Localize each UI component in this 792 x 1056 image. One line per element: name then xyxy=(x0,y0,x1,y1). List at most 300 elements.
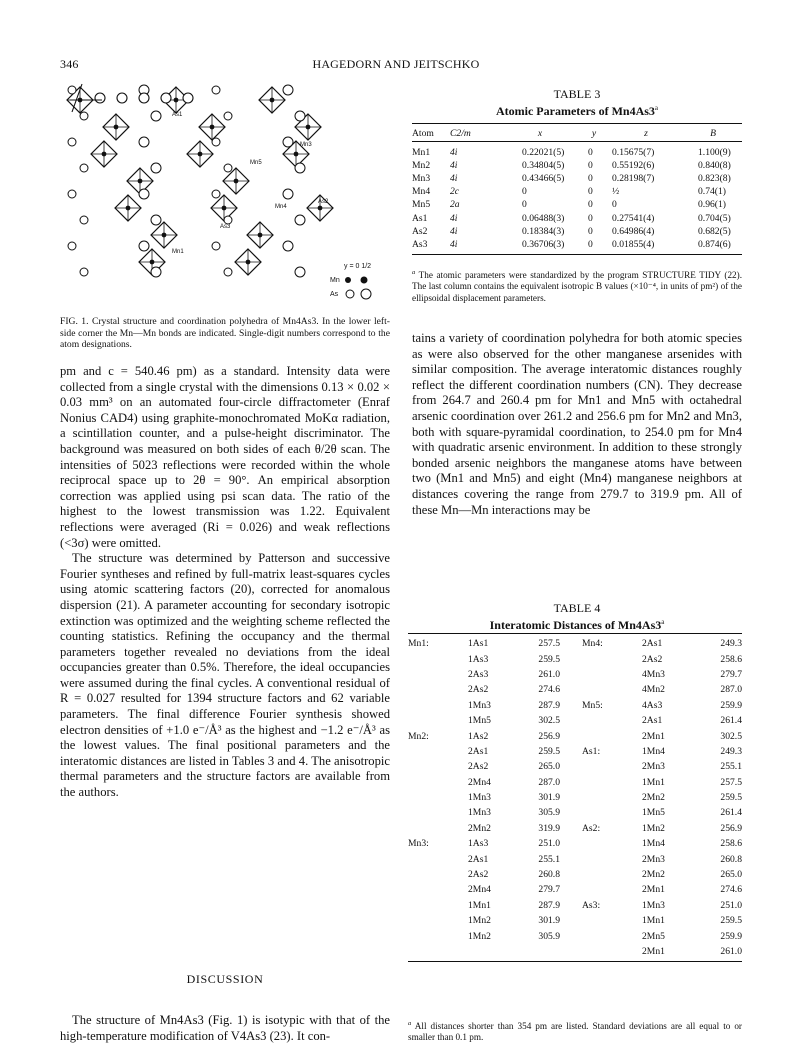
table-cell: 2Mn1 xyxy=(642,946,665,957)
as-atom xyxy=(224,216,232,224)
table-cell: 4i xyxy=(450,146,458,158)
table-row xyxy=(408,944,742,959)
table-row xyxy=(408,882,742,897)
table-cell: 0 xyxy=(588,225,593,237)
table-cell: 0.34804(5) xyxy=(522,159,565,171)
table-cell xyxy=(582,805,632,820)
table-cell: Mn2 xyxy=(412,159,431,171)
running-title: HAGEDORN AND JEITSCHKO xyxy=(312,57,480,71)
table-cell: 2Mn4 xyxy=(468,776,491,788)
as-atom xyxy=(161,93,171,103)
table-cell: 287.9 xyxy=(538,899,560,911)
table-cell: Mn3: xyxy=(408,838,429,850)
as-atom xyxy=(80,112,88,120)
table-cell: 2As1 xyxy=(468,853,489,865)
as-atom xyxy=(139,93,149,103)
table-cell: 258.6 xyxy=(720,838,742,850)
table-cell: 258.6 xyxy=(720,653,742,665)
table-row xyxy=(408,744,742,759)
table-cell: 2c xyxy=(450,186,460,198)
table-cell: 287.0 xyxy=(538,776,560,788)
table-cell xyxy=(408,744,458,759)
as-atom xyxy=(283,137,293,147)
as-atom xyxy=(80,164,88,172)
table3-label: TABLE 3 xyxy=(553,87,601,101)
table-row xyxy=(408,698,742,713)
left-paragraph-2: The structure was determined by Patterson and successive Fourier syntheses and refined by full-matrix least-squares cycles using atomic scattering factors (20), corrected for anomalous dispersion (21). A parameter accounting for secondary isotropic extinction was optimized and the weighting scheme reflected the counting statistics. Refining the occupancy and the thermal parameters together revealed no deviations from the ideal occupancies greater than 0.5%. Therefore, the ideal occupancies were assumed during the final cycles. A conventional residual of R = 0.027 resulted for 1394 structure factors and 62 variable parameters. The final difference Fourier synthesis showed electron densities of +1.0 e⁻/Å³ as the highest and −1.2 e⁻/Å³ as the lowest values. The final positional parameters and the interatomic distances are listed in Tables 3 and 4. The anisotropic thermal parameters and the structure factors are available from the authors. xyxy=(60,551,390,800)
table-cell: 256.9 xyxy=(538,730,560,742)
table-cell: 0.28198(7) xyxy=(612,172,655,184)
table-cell: 305.9 xyxy=(538,807,560,819)
table-cell: 4As3 xyxy=(642,699,663,711)
table-cell: 319.9 xyxy=(538,822,560,834)
table-cell: 287.9 xyxy=(538,699,560,711)
table-cell: 0 xyxy=(522,186,527,198)
legend-as-label: As xyxy=(330,291,339,298)
mn-atom xyxy=(210,125,215,130)
table-cell: 287.0 xyxy=(720,684,742,696)
as-atom xyxy=(151,111,161,121)
table-cell: 301.9 xyxy=(538,915,560,927)
table-cell: 259.9 xyxy=(720,930,742,942)
table-cell: 0 xyxy=(588,172,593,184)
table3-header-cell: z xyxy=(644,127,648,139)
table-cell xyxy=(582,682,632,697)
table-row xyxy=(408,821,742,836)
table-cell: 261.0 xyxy=(720,946,742,957)
table-cell: 1.100(9) xyxy=(698,146,731,158)
mn-atom xyxy=(270,98,275,103)
table-cell: 1Mn1 xyxy=(642,776,665,788)
table-cell: 2Mn1 xyxy=(642,730,665,742)
table3-header-cell: B xyxy=(710,127,716,139)
table-cell xyxy=(408,759,458,774)
table-cell xyxy=(408,775,458,790)
table-cell: 261.4 xyxy=(720,807,742,819)
polyhedron-label: As3 xyxy=(220,224,231,230)
table-row xyxy=(408,790,742,805)
table-cell xyxy=(408,651,458,666)
table-cell: 302.5 xyxy=(720,730,742,742)
page-number: 346 xyxy=(60,57,79,71)
as-atom xyxy=(212,138,220,146)
table-cell xyxy=(582,728,632,743)
table-cell xyxy=(408,944,458,959)
table3-header-cell: y xyxy=(591,127,597,139)
table-cell: 2As1 xyxy=(468,745,489,757)
legend-mn-y12-dot xyxy=(361,277,368,284)
discussion-heading: DISCUSSION xyxy=(186,972,264,986)
table-row xyxy=(412,225,742,238)
table4-grid xyxy=(408,636,742,959)
polyhedra-lattice xyxy=(67,84,333,277)
table-row xyxy=(412,172,742,185)
table-cell: 302.5 xyxy=(538,715,560,727)
table-cell: Mn2: xyxy=(408,730,429,742)
table-cell: 265.0 xyxy=(720,869,742,881)
table-row xyxy=(412,198,742,211)
mn-atom xyxy=(174,98,179,103)
table-cell: Mn4 xyxy=(412,186,431,198)
table-cell: 1As1 xyxy=(468,638,489,650)
table-row xyxy=(408,667,742,682)
table-cell: 4i xyxy=(450,159,458,171)
as-atom xyxy=(295,163,305,173)
table-cell: 1Mn5 xyxy=(468,715,491,727)
table-cell: 0.18384(3) xyxy=(522,225,565,237)
table-cell: 1Mn5 xyxy=(642,807,665,819)
table-cell: Mn5: xyxy=(582,699,603,711)
table-cell: 1Mn2 xyxy=(468,930,491,942)
as-atom xyxy=(295,267,305,277)
table-cell xyxy=(582,944,632,959)
table-cell: 4i xyxy=(450,238,458,250)
table-cell: 1Mn3 xyxy=(468,792,491,804)
table-cell: 1As3 xyxy=(468,653,489,665)
table-cell: 4i xyxy=(450,225,458,237)
as-atom xyxy=(151,267,161,277)
table-cell: 2Mn1 xyxy=(642,884,665,896)
left-column xyxy=(60,364,390,801)
crystal-structure-figure xyxy=(60,78,390,306)
table-cell: 2Mn2 xyxy=(642,869,665,881)
table-cell: ½ xyxy=(612,186,620,198)
as-atom xyxy=(212,242,220,250)
table3-header-cell: x xyxy=(537,127,543,139)
table-cell: Mn4: xyxy=(582,638,603,650)
as-atom xyxy=(139,189,149,199)
table-cell: 259.5 xyxy=(720,792,742,804)
table-cell xyxy=(582,667,632,682)
table-cell: 2Mn2 xyxy=(642,792,665,804)
table-cell: 2As2 xyxy=(468,684,489,696)
legend-as-y12-circle xyxy=(361,289,371,299)
table-cell: 0.96(1) xyxy=(698,199,726,211)
mn-atom xyxy=(294,152,299,157)
table-cell xyxy=(408,821,458,836)
table-cell: 274.6 xyxy=(720,884,742,896)
table-cell: 259.9 xyxy=(720,699,742,711)
table-cell: As1 xyxy=(412,212,428,224)
table-cell: 257.5 xyxy=(720,776,742,788)
table-cell xyxy=(582,867,632,882)
table-cell: 256.9 xyxy=(720,822,742,834)
as-atom xyxy=(224,268,232,276)
figure-legend xyxy=(330,263,371,299)
table-cell: 2As2 xyxy=(468,761,489,773)
table-cell: 4i xyxy=(450,172,458,184)
table-cell: 2Mn3 xyxy=(642,761,665,773)
as-atom xyxy=(117,93,127,103)
table-cell: 2Mn2 xyxy=(468,822,491,834)
table-cell: 1Mn2 xyxy=(642,822,665,834)
as-atom xyxy=(139,241,149,251)
polyhedron-label: Mn4 xyxy=(275,204,287,210)
mn-atom xyxy=(258,233,263,238)
table-cell: 0 xyxy=(588,212,593,224)
as-atom xyxy=(151,215,161,225)
table-cell: 1As2 xyxy=(468,730,489,742)
table3-header-row xyxy=(412,126,742,141)
table-cell: 2As3 xyxy=(468,668,489,680)
table-cell: 259.5 xyxy=(720,915,742,927)
table4-title: Interatomic Distances of Mn4As3$^a$ xyxy=(489,618,665,632)
table-cell xyxy=(408,882,458,897)
table-cell: 1Mn1 xyxy=(642,915,665,927)
table-cell: 0 xyxy=(612,199,617,211)
table-cell: 0.01855(4) xyxy=(612,238,655,250)
mn-atom xyxy=(306,125,311,130)
table-cell: 305.9 xyxy=(538,930,560,942)
mn-atom xyxy=(150,260,155,265)
table-cell xyxy=(582,651,632,666)
table-cell: As3: xyxy=(582,899,601,911)
table-row xyxy=(408,928,742,943)
table-cell: 4Mn2 xyxy=(642,684,665,696)
table-cell xyxy=(408,698,458,713)
table-cell: 0.64986(4) xyxy=(612,225,655,237)
table-cell: 260.8 xyxy=(720,853,742,865)
mn-atom xyxy=(318,206,323,211)
table-cell xyxy=(408,713,458,728)
table-cell: 0.55192(6) xyxy=(612,159,655,171)
table-cell xyxy=(408,913,458,928)
table-cell: 1Mn4 xyxy=(642,838,665,850)
table-cell: 1Mn1 xyxy=(468,899,491,911)
table-cell: Mn3 xyxy=(412,172,431,184)
table-cell xyxy=(582,759,632,774)
as-atom xyxy=(68,138,76,146)
table-cell: 261.4 xyxy=(720,715,742,727)
legend-height-label: y = 0 1/2 xyxy=(344,263,372,270)
table-cell: 2Mn5 xyxy=(642,930,665,942)
table-cell: 1Mn2 xyxy=(468,915,491,927)
table-cell xyxy=(582,836,632,851)
table-cell: 260.8 xyxy=(538,869,560,881)
table-row xyxy=(408,728,742,743)
table-cell: 274.6 xyxy=(538,684,560,696)
polyhedron-label: As1 xyxy=(172,112,183,118)
table-cell: 1Mn3 xyxy=(642,899,665,911)
table-cell: 251.0 xyxy=(720,899,742,911)
table-cell: 2As2 xyxy=(642,653,663,665)
right-column xyxy=(412,331,742,518)
as-atom xyxy=(295,215,305,225)
mn-atom xyxy=(114,125,119,130)
table-cell xyxy=(408,928,458,943)
as-atom xyxy=(68,86,76,94)
table3-grid xyxy=(412,126,742,251)
table-row xyxy=(412,146,742,159)
table-cell xyxy=(516,944,582,959)
table-cell: 0.74(1) xyxy=(698,186,726,198)
legend-mn-y0-dot xyxy=(345,277,351,283)
table-cell: 0 xyxy=(588,146,593,158)
table-cell xyxy=(408,682,458,697)
table-row xyxy=(408,836,742,851)
table-cell: 0.27541(4) xyxy=(612,212,655,224)
table4-footnote: $^a$ All distances shorter than 354 pm are listed. Standard deviations are all equal to or smaller than 0.1 pm. xyxy=(408,1020,742,1043)
table-cell: As3 xyxy=(412,238,428,250)
table-cell: 251.0 xyxy=(538,838,560,850)
table-cell: 4i xyxy=(450,212,458,224)
table-cell: 301.9 xyxy=(538,792,560,804)
table-cell xyxy=(582,913,632,928)
table-cell: 255.1 xyxy=(538,853,560,865)
right-paragraph-1: tains a variety of coordination polyhedra for both atomic species as were also observed for the other manganese arsenides with similar composition. The average interatomic distances roughly reflect the different coordination numbers (CN). They decrease from 264.7 and 260.4 pm for Mn1 and Mn5 with octahedral arsenic coordination over 261.2 and 256.6 pm for Mn2 and Mn3, both with square-pyramidal coordination, to 254.0 pm for Mn4 with quadratic arsenic environment. In addition to these strongly bonded arsenic neighbors the manganese atoms have between two (Mn1 and Mn5) and eight (Mn4) manganese neighbors at distances covering the range from 279.7 to 319.9 pm. All of these Mn—Mn interactions may be xyxy=(412,331,742,517)
table-cell: 255.1 xyxy=(720,761,742,773)
table-row xyxy=(408,898,742,913)
table-cell xyxy=(582,713,632,728)
table-cell: Mn1 xyxy=(412,146,431,158)
table-cell: 249.3 xyxy=(720,638,742,650)
table4 xyxy=(408,633,742,962)
table-cell xyxy=(408,867,458,882)
table-cell xyxy=(582,882,632,897)
table-cell xyxy=(458,944,516,959)
as-atom xyxy=(80,216,88,224)
table-cell xyxy=(582,851,632,866)
table-row xyxy=(408,851,742,866)
polyhedron-label: Mn3 xyxy=(300,142,312,148)
table-row xyxy=(408,682,742,697)
table-cell: As1: xyxy=(582,745,601,757)
table3-footnote: $^a$ The atomic parameters were standardized by the program STRUCTURE TIDY (22). The last column contains the equivalent isotropic B values (×10⁻⁴, in units of pm²) of the ellipsoidal displacement parameters. xyxy=(412,269,742,303)
table4-label: TABLE 4 xyxy=(553,601,601,615)
left-paragraph-3: The structure of Mn4As3 (Fig. 1) is isotypic with that of the high-temperature modification of V4As3 (23). It con- xyxy=(60,1013,390,1043)
table-row xyxy=(412,159,742,172)
as-atom xyxy=(212,190,220,198)
table-cell: 0.36706(3) xyxy=(522,238,565,250)
table-cell: 0.704(5) xyxy=(698,212,731,224)
as-atom xyxy=(212,86,220,94)
table-row xyxy=(408,713,742,728)
table-cell xyxy=(408,667,458,682)
polyhedron-label: As2 xyxy=(318,199,329,205)
legend-as-y0-circle xyxy=(346,290,354,298)
table3-title: Atomic Parameters of Mn4As3$^a$ xyxy=(495,104,659,118)
mn-atom xyxy=(222,206,227,211)
as-atom xyxy=(283,85,293,95)
left-paragraph-1: pm and c = 540.46 pm) as a standard. Intensity data were collected from a single crystal with the dimensions 0.13 × 0.02 × 0.03 mm³ on an automated four-circle diffractometer (Enraf Nonius CAD4) using graphite-monochromated MoKα radiation, a scintillation counter, and a pulse-height discriminator. The background was measured on both sides of each θ/2θ scan. The intensities of 5023 reflections were recorded within the whole reciprocal space up to 2θ = 90°. An empirical absorption correction was applied using psi scan data. The ratio of the highest to the lowest transmission was 1.22. Equivalent reflections were averaged (Ri = 0.026) and weak reflections (<3σ) were omitted. xyxy=(60,364,390,550)
table-cell: 279.7 xyxy=(538,884,560,896)
as-atom xyxy=(295,111,305,121)
table-row xyxy=(408,867,742,882)
as-atom xyxy=(283,241,293,251)
table-row xyxy=(412,211,742,224)
table-cell: 279.7 xyxy=(720,668,742,680)
table-cell xyxy=(408,790,458,805)
table-row xyxy=(408,805,742,820)
table-cell: 0 xyxy=(588,159,593,171)
as-atom xyxy=(68,242,76,250)
table-row xyxy=(408,775,742,790)
table-cell: 0 xyxy=(588,238,593,250)
table-cell: 2a xyxy=(450,199,460,211)
table-cell: 0.06488(3) xyxy=(522,212,565,224)
table-cell: 259.5 xyxy=(538,745,560,757)
table-cell xyxy=(582,790,632,805)
as-atom xyxy=(283,189,293,199)
table-cell xyxy=(408,898,458,913)
polyhedron-label: Mn5 xyxy=(250,160,262,166)
table-cell: 257.5 xyxy=(538,638,560,650)
table-cell: 249.3 xyxy=(720,745,742,757)
table-cell: 2As1 xyxy=(642,715,663,727)
as-atom xyxy=(183,93,193,103)
table-cell xyxy=(582,928,632,943)
table-cell: 0.22021(5) xyxy=(522,146,565,158)
table-cell: 0 xyxy=(588,186,593,198)
figure-caption: FIG. 1. Crystal structure and coordination polyhedra of Mn4As3. In the lower left-side corner the Mn—Mn bonds are indicated. Single-digit numbers correspond to the atom designations. xyxy=(60,316,390,351)
table3-header-cell: C2/m xyxy=(450,127,471,139)
table-cell xyxy=(582,775,632,790)
mn-atom xyxy=(126,206,131,211)
table-cell: 2As1 xyxy=(642,638,663,650)
table-cell: 0.874(6) xyxy=(698,238,731,250)
table-row xyxy=(408,759,742,774)
table-cell: 0.15675(7) xyxy=(612,146,655,158)
table-cell: 0.43466(5) xyxy=(522,172,565,184)
table-cell: 0.840(8) xyxy=(698,159,731,171)
table-cell: Mn5 xyxy=(412,199,431,211)
table3 xyxy=(412,123,742,255)
table-cell: 1As3 xyxy=(468,838,489,850)
table-cell: 0 xyxy=(588,199,593,211)
table-cell: As2: xyxy=(582,822,601,834)
mn-atom xyxy=(198,152,203,157)
table-cell: 0.682(5) xyxy=(698,225,731,237)
table-cell: 1Mn3 xyxy=(468,699,491,711)
table-cell: 265.0 xyxy=(538,761,560,773)
table-cell: 2Mn3 xyxy=(642,853,665,865)
mn-atom xyxy=(234,179,239,184)
table-row xyxy=(408,651,742,666)
as-atom xyxy=(151,163,161,173)
table-cell: 2Mn4 xyxy=(468,884,491,896)
as-atom xyxy=(224,112,232,120)
as-atom xyxy=(95,93,105,103)
mn-atom xyxy=(102,152,107,157)
table-cell xyxy=(408,805,458,820)
table-cell: 261.0 xyxy=(538,668,560,680)
table-cell: 4Mn3 xyxy=(642,668,665,680)
table-cell: 0 xyxy=(522,199,527,211)
table-cell: 1Mn4 xyxy=(642,745,665,757)
mn-atom xyxy=(246,260,251,265)
table-cell: 1Mn3 xyxy=(468,807,491,819)
as-atom xyxy=(80,268,88,276)
table-row xyxy=(412,238,742,251)
table-cell: 2As2 xyxy=(468,869,489,881)
as-atom xyxy=(68,190,76,198)
mn-atom xyxy=(138,179,143,184)
as-atom xyxy=(139,137,149,147)
table-row xyxy=(408,913,742,928)
as-atom xyxy=(224,164,232,172)
table-row xyxy=(412,185,742,198)
table-row xyxy=(408,636,742,651)
table3-header-cell: Atom xyxy=(412,127,434,139)
table-cell xyxy=(408,851,458,866)
table-cell: 0.823(8) xyxy=(698,172,731,184)
table-cell: Mn1: xyxy=(408,638,429,650)
legend-mn-label: Mn xyxy=(330,277,340,284)
table-cell: 259.5 xyxy=(538,653,560,665)
mn-atom xyxy=(162,233,167,238)
table-cell: As2 xyxy=(412,225,428,237)
polyhedron-label: Mn1 xyxy=(172,249,184,255)
